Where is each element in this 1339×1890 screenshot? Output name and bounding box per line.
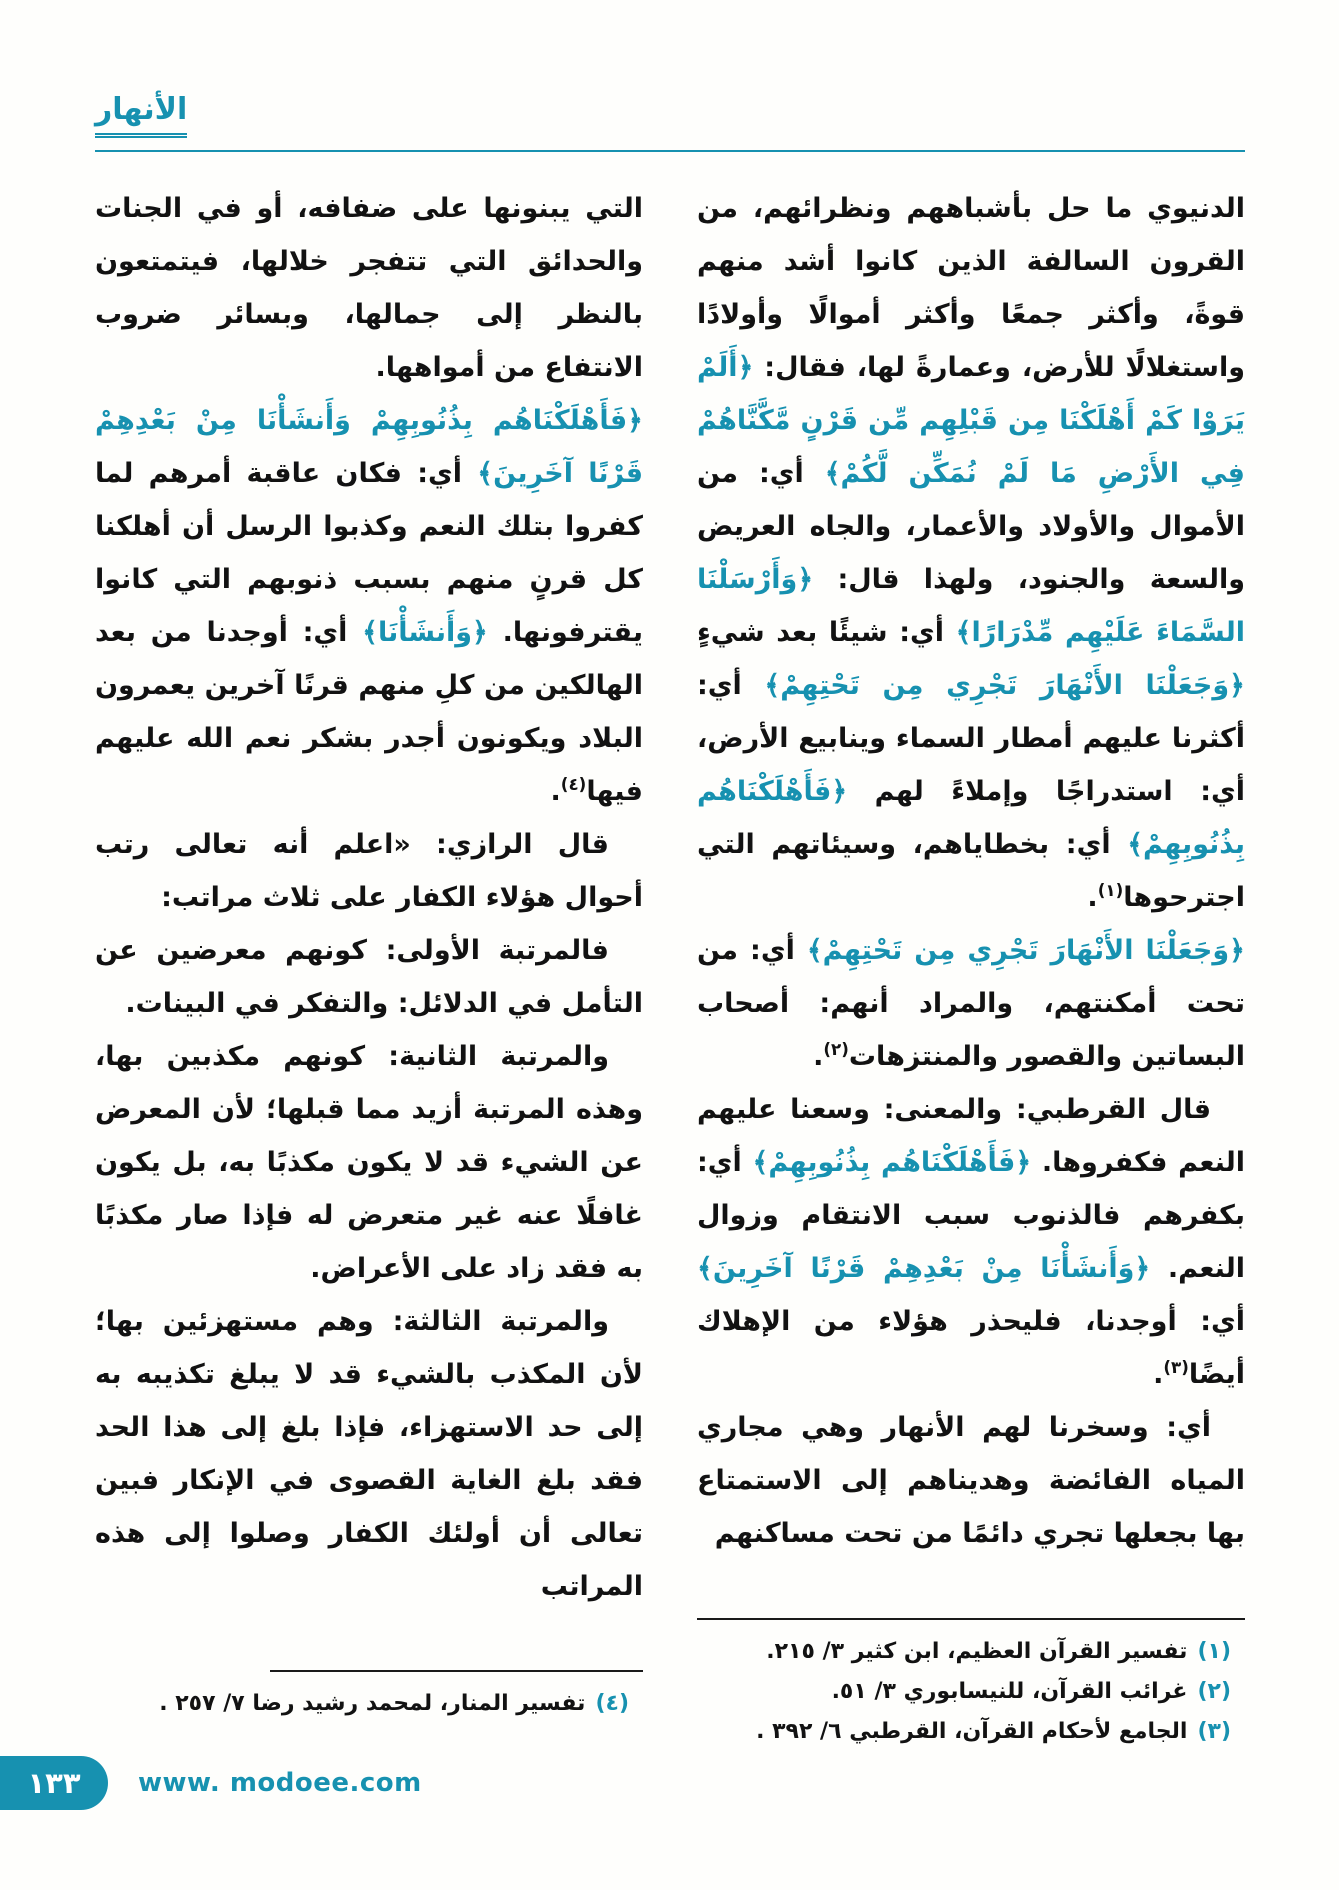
body-text: فالمرتبة الأولى: كونهم معرضين عن التأمل في الدلائل: والتفكر في البينات. [95, 935, 643, 1019]
paragraph [95, 1295, 643, 1613]
body-text: أي: بكفرهم فالذنوب سبب الانتقام وزوال النعم. [697, 1147, 1245, 1284]
page-header-title: الأنهار [95, 92, 187, 138]
footnotes-right [697, 1618, 1245, 1752]
footnote-marker: (١) [1197, 1639, 1231, 1664]
quran-quote: ﴿فَأَهْلَكْنَاهُم بِذُنُوبِهِمْ﴾ [697, 776, 1245, 860]
body-text: والمرتبة الثانية: كونهم مكذبين بها، وهذه المرتبة أزيد مما قبلها؛ لأن المعرض عن الشيء قد لا يكون مكذبًا به، بل يكون غافلًا عنه غير متعرض له فإذا صار مكذبًا به فقد زاد على الأعراض. [95, 1041, 643, 1284]
quran-quote: ﴿وَأَرْسَلْنَا السَّمَاءَ عَلَيْهِم مِّدْرَارًا﴾ [697, 564, 1245, 648]
body-text: أي: من الأموال والأولاد والأعمار، والجاه العريض والسعة والجنود، ولهذا قال: [697, 458, 1245, 595]
footnote [95, 1684, 643, 1724]
quran-quote: ﴿فَأَهْلَكْنَاهُم بِذُنُوبِهِمْ﴾ [752, 1147, 1032, 1178]
body-text: . [813, 1041, 824, 1072]
footnote-separator [697, 1618, 1245, 1620]
footnote-ref: (٤) [560, 774, 587, 794]
body-text: أي: أكثرنا عليهم أمطار السماء وينابيع الأرض، أي: استدراجًا وإملاءً لهم [697, 670, 1245, 807]
footnote [697, 1712, 1245, 1752]
body-text: أي: وسخرنا لهم الأنهار وهي مجاري المياه الفائضة وهديناهم إلى الاستمتاع بها بجعلها تجري دائمًا من تحت مساكنهم [697, 1412, 1245, 1549]
quran-quote: ﴿أَلَمْ يَرَوْا كَمْ أَهْلَكْنَا مِن قَبْلِهِم مِّن قَرْنٍ مَّكَّنَّاهُمْ فِي الأَرْضِ مَا لَمْ نُمَكِّن لَّكُمْ﴾ [697, 352, 1245, 489]
footnotes-left [95, 1670, 643, 1724]
footnote-ref: (٣) [1163, 1357, 1189, 1377]
body-text: قال الرازي: «اعلم أنه تعالى رتب أحوال هؤلاء الكفار على ثلاث مراتب: [95, 829, 643, 913]
quran-quote: ﴿وَأَنشَأْنَا مِنْ بَعْدِهِمْ قَرْنًا آخَرِينَ﴾ [697, 1253, 1151, 1284]
footnote [697, 1632, 1245, 1672]
footnote-text: تفسير المنار، لمحمد رشيد رضا ٧/ ٢٥٧ . [159, 1691, 586, 1716]
paragraph [697, 1401, 1245, 1560]
body-text: التي يبنونها على ضفافه، أو في الجنات والحدائق التي تتفجر خلالها، فيتمتعون بالنظر إلى جمالها، وبسائر ضروب الانتفاع من أمواهها. [95, 193, 643, 383]
paragraph [697, 924, 1245, 1083]
footnote-text: تفسير القرآن العظيم، ابن كثير ٣/ ٢١٥. [766, 1639, 1188, 1664]
footnote-marker: (٤) [595, 1691, 629, 1716]
body-text: أي: فكان عاقبة أمرهم لما كفروا بتلك النعم وكذبوا الرسل أن أهلكنا كل قرنٍ منهم بسبب ذنوبهم التي كانوا يقترفونها. [95, 458, 643, 648]
footnote-ref: (٢) [823, 1039, 849, 1059]
body-text: . [1153, 1359, 1164, 1390]
footnote-text: غرائب القرآن، للنيسابوري ٣/ ٥١. [831, 1679, 1188, 1704]
paragraph [95, 924, 643, 1030]
body-text: أي: أوجدنا من بعد الهالكين من كلِ منهم قرنًا آخرين يعمرون البلاد ويكونون أجدر بشكر نعم الله عليهم فيها [95, 617, 643, 807]
body-text: أي: من تحت أمكنتهم، والمراد أنهم: أصحاب البساتين والقصور والمنتزهات [697, 935, 1245, 1072]
quran-quote: ﴿وَجَعَلْنَا الأَنْهَارَ تَجْرِي مِن تَحْتِهِمْ﴾ [764, 670, 1245, 701]
paragraph [697, 182, 1245, 924]
footnote [697, 1672, 1245, 1712]
page-body [95, 182, 1245, 1752]
footnote-separator [270, 1670, 643, 1672]
paragraph [95, 394, 643, 818]
body-text: والمرتبة الثالثة: وهم مستهزئين بها؛ لأن المكذب بالشيء قد لا يبلغ تكذيبه به إلى حد الاستهزاء، فإذا بلغ إلى هذا الحد فقد بلغ الغاية القصوى في الإنكار فبين تعالى أن أولئك الكفار وصلوا إلى هذه المراتب [95, 1306, 643, 1602]
body-text: . [550, 776, 561, 807]
page-number: ١٣٣ [27, 1766, 81, 1800]
body-text: قال القرطبي: والمعنى: وسعنا عليهم النعم فكفروها. [697, 1094, 1245, 1178]
body-text: أي: أوجدنا، فليحذر هؤلاء من الإهلاك أيضًا [697, 1306, 1245, 1390]
body-text: . [1087, 882, 1098, 913]
header-divider-line [95, 150, 1245, 152]
paragraph [697, 1083, 1245, 1401]
quran-quote: ﴿فَأَهْلَكْنَاهُم بِذُنُوبِهِمْ وَأَنشَأْنَا مِنْ بَعْدِهِمْ قَرْنًا آخَرِينَ﴾ [95, 405, 643, 489]
body-text: أي: شيئًا بعد شيءٍ [697, 617, 956, 648]
footnote-marker: (٢) [1197, 1679, 1231, 1704]
page-number-badge [0, 1756, 108, 1810]
quran-quote: ﴿وَأَنشَأْنَا﴾ [362, 617, 488, 648]
column-left [95, 182, 643, 1752]
paragraph [95, 1030, 643, 1295]
footnote-text: الجامع لأحكام القرآن، القرطبي ٦/ ٣٩٢ . [756, 1719, 1188, 1744]
body-text: أي: بخطاياهم، وسيئاتهم التي اجترحوها [697, 829, 1245, 913]
body-text: الدنيوي ما حل بأشباههم ونظرائهم، من القرون السالفة الذين كانوا أشد منهم قوةً، وأكثر جمعًا وأكثر أموالًا وأولادًا واستغلالًا للأرض، وعمارةً لها، فقال: [697, 193, 1245, 383]
footnote-ref: (١) [1097, 880, 1124, 900]
quran-quote: ﴿وَجَعَلْنَا الأَنْهَارَ تَجْرِي مِن تَحْتِهِمْ﴾ [806, 935, 1245, 966]
paragraph [95, 818, 643, 924]
footnote-marker: (٣) [1197, 1719, 1231, 1744]
website-link[interactable]: www. modoee.com [138, 1768, 422, 1798]
paragraph [95, 182, 643, 394]
column-right [697, 182, 1245, 1752]
